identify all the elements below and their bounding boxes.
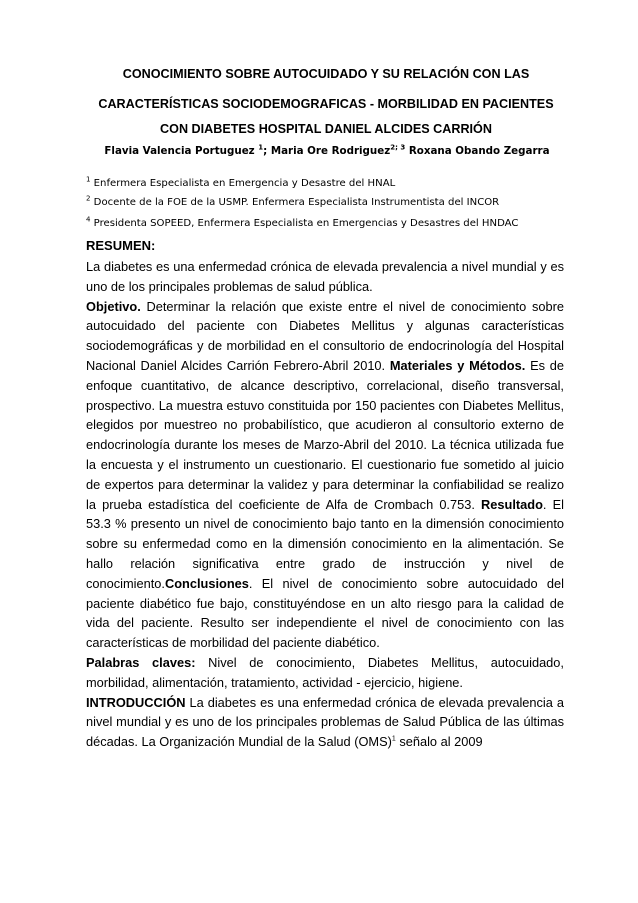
affiliation-2 [86, 194, 500, 208]
author-1-sup: 1 [258, 143, 264, 152]
intro-text: La diabetes es una enfermedad crónica de elevada prevalencia a nivel mundial y es uno de los principales problemas de Salud Pública de las últimas décadas. La Organización Mundial de la Salud (OMS) [86, 694, 564, 750]
abstract-body [86, 257, 564, 752]
conclusiones-text: . El nivel de conocimiento sobre autocuidado del paciente diabético fue bajo, constituyéndose en un alto riesgo para la calidad de vida del paciente. Resulto ser independiente el nivel de conocimiento con las características de morbilidad del paciente diabético. [86, 575, 564, 651]
intro-label: INTRODUCCIÓN [86, 694, 186, 710]
intro-sup: 1 [391, 735, 396, 743]
author-1: Flavia Valencia Portuguez [104, 145, 259, 157]
metodos-label: Materiales y Métodos. [389, 357, 526, 373]
affiliation-2-text: Docente de la FOE de la USMP. Enfermera Especialista Instrumentista del INCOR [90, 197, 500, 208]
intro-text-2: señalo al 2009 [395, 734, 483, 750]
conclusiones-label: Conclusiones [164, 575, 249, 591]
objetivo-text: Determinar la relación que existe entre el nivel de conocimiento sobre autocuidado del paciente con Diabetes Mellitus y algunas características sociodemográficas y de morbilidad en el consultorio de endocrinología del Hospital Nacional Daniel Alcides Carrión Febrero-Abril 2010. [86, 298, 564, 373]
affiliation-2-num: 2 [86, 194, 91, 203]
introduccion [86, 693, 564, 752]
affiliation-3-text: Presidenta SOPEED, Enfermera Especialista en Emergencias y Desastres del HNDAC [90, 218, 519, 229]
affiliation-1-text: Enfermera Especialista en Emergencia y Desastre del HNAL [90, 178, 396, 189]
metodos-text: Es de enfoque cuantitativo, de alcance descriptivo, correlacional, diseño transversal, prospectivo. La muestra estuvo constituida por 150 pacientes con Diabetes Mellitus, elegidos por muestreo no probabilístico, que acudieron al consultorio externo de endocrinología durante los meses de Marzo-Abril del 2010. La técnica utilizada fue la encuesta y el instrumento un cuestionario. El cuestionario fue sometido al juicio de expertos para determinar la validez y para determinar la confiabilidad se realizo la prueba estadística del coeficiente de Alfa de Crombach 0.753. [86, 357, 564, 512]
resultado-text: . El 53.3 % presento un nivel de conocimiento bajo tanto en la dimensión conocimiento sobre su enfermedad como en la dimensión conocimiento en la alimentación. Se hallo relación significativa entre grado de instrucción y nivel de conocimiento. [86, 496, 564, 591]
objetivo-label: Objetivo. [86, 298, 141, 314]
author-2: ; Maria Ore Rodriguez [263, 145, 391, 157]
affiliation-1 [86, 175, 396, 189]
author-3: Roxana Obando Zegarra [405, 145, 550, 157]
authors-line [86, 145, 568, 157]
affiliation-3 [86, 215, 519, 229]
resumen-main [86, 297, 564, 653]
author-2-sup: 2; 3 [390, 143, 406, 152]
title-line-3: CON DIABETES HOSPITAL DANIEL ALCIDES CARRIÓN [160, 122, 492, 136]
palabras-label: Palabras claves: [86, 654, 196, 670]
resumen-heading: RESUMEN: [86, 238, 156, 253]
affiliation-3-num: 4 [86, 215, 91, 224]
title-line-1: CONOCIMIENTO SOBRE AUTOCUIDADO Y SU RELACIÓN CON LAS [122, 67, 530, 81]
affiliation-1-num: 1 [86, 175, 91, 184]
palabras-claves [86, 653, 564, 693]
resumen-intro: La diabetes es una enfermedad crónica de elevada prevalencia a nivel mundial y es uno de los principales problemas de salud pública. [86, 259, 564, 294]
resultado-label: Resultado [481, 496, 543, 512]
title-line-2: CARACTERÍSTICAS SOCIODEMOGRAFICAS - MORBILIDAD EN PACIENTES [98, 97, 554, 111]
palabras-text: Nivel de conocimiento, Diabetes Mellitus, autocuidado, morbilidad, alimentación, tratamiento, actividad - ejercicio, higiene. [86, 654, 564, 690]
